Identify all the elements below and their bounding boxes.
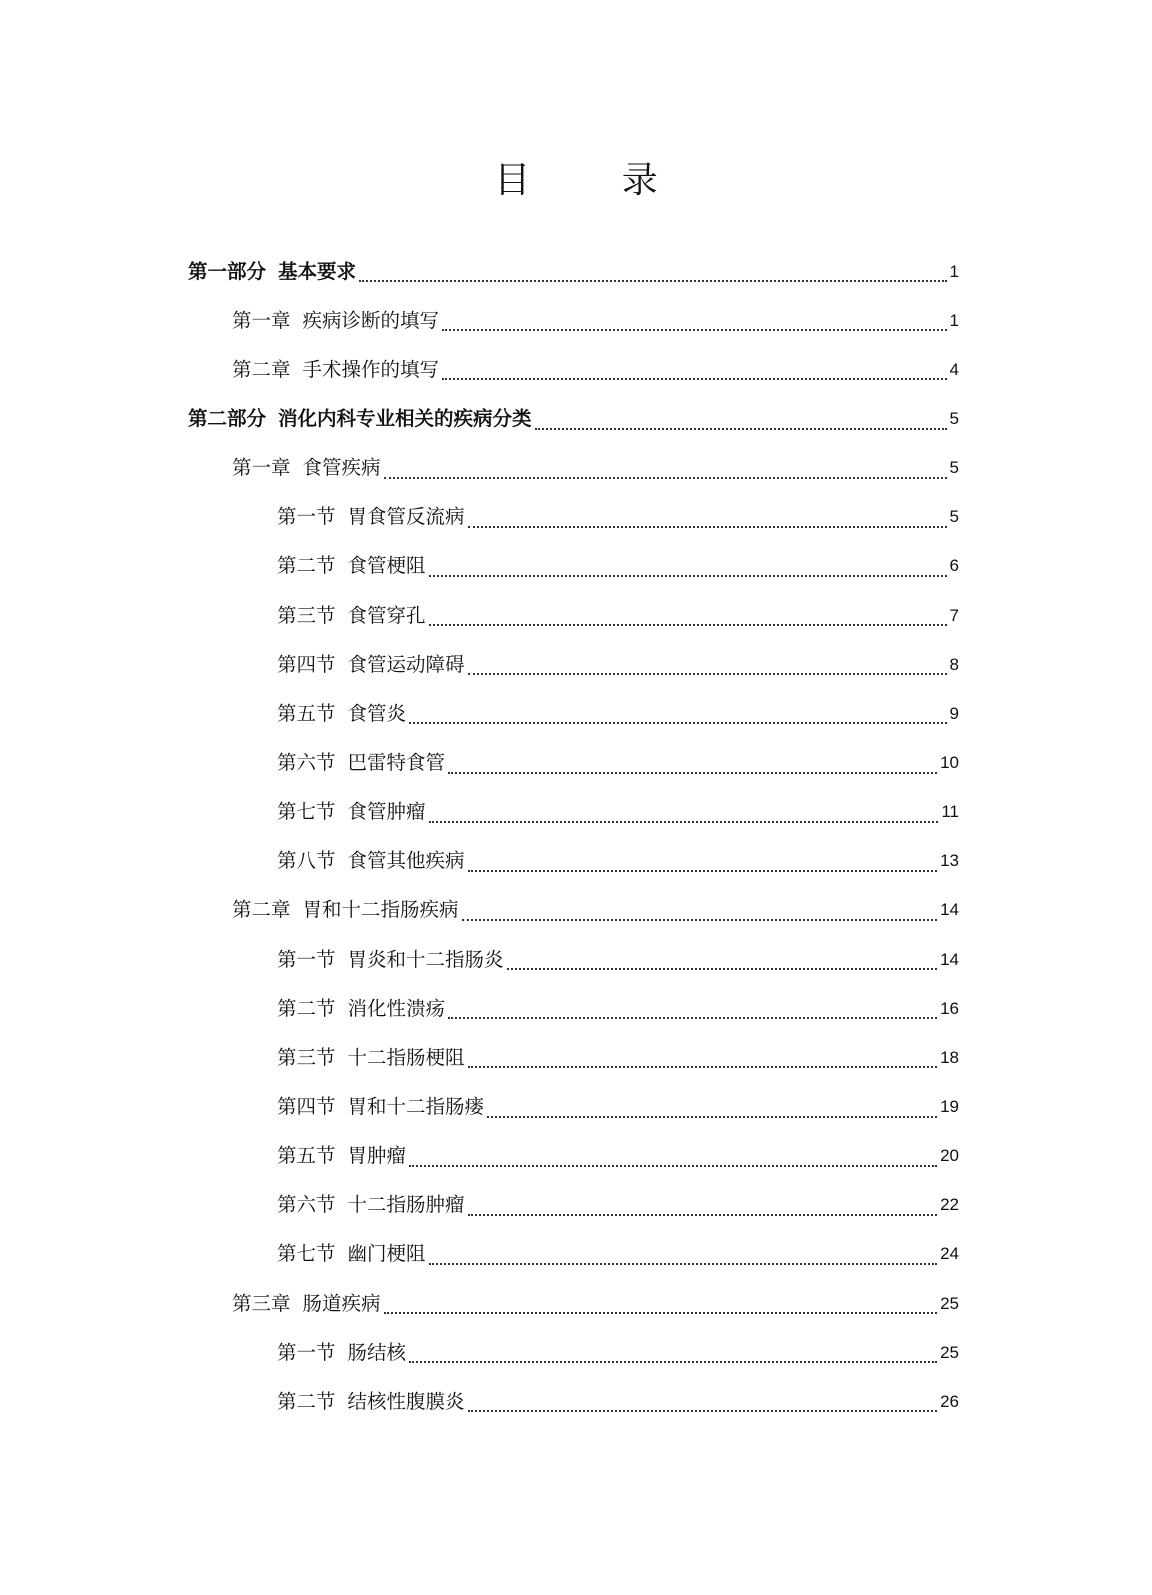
toc-entry-page-number: 5 [949, 507, 959, 527]
toc-entry-page-number: 18 [940, 1047, 959, 1067]
toc-entry-label [277, 701, 406, 727]
toc-entry-number: 第五节 [277, 701, 336, 725]
toc-entry-number: 第一节 [277, 505, 336, 529]
toc-entry-title: 食管疾病 [302, 456, 381, 480]
toc-entry-number: 第一章 [232, 308, 291, 332]
toc-entry[interactable] [0, 1082, 1152, 1131]
toc-entry-title: 食管运动障碍 [347, 652, 465, 676]
toc-entry-label [232, 308, 439, 334]
toc-entry-title: 基本要求 [278, 259, 357, 283]
toc-entry[interactable] [0, 984, 1152, 1033]
toc-entry-number: 第二节 [277, 554, 336, 578]
dot-leader [468, 870, 938, 872]
toc-entry[interactable] [0, 788, 1152, 837]
toc-entry-title: 结核性腹膜炎 [347, 1389, 465, 1413]
toc-entry-number: 第七节 [277, 800, 336, 824]
toc-entry-label [277, 799, 426, 825]
toc-entry[interactable] [0, 1230, 1152, 1279]
toc-entry-label [277, 1045, 465, 1071]
toc-entry-label [277, 1340, 406, 1366]
toc-entry-title: 食管炎 [347, 701, 407, 725]
dot-leader [359, 280, 947, 282]
toc-entry-title: 胃和十二指肠瘘 [347, 1094, 485, 1118]
toc-entry-number: 第二章 [232, 357, 291, 381]
toc-entry-page-number: 1 [949, 310, 959, 330]
toc-entry-page-number: 24 [940, 1244, 959, 1264]
dot-leader [442, 329, 947, 331]
toc-entry-label [277, 652, 465, 678]
dot-leader [442, 378, 947, 380]
toc-entry[interactable] [0, 394, 1152, 443]
toc-entry-label [232, 357, 439, 383]
dot-leader [384, 1312, 938, 1314]
toc-entry-number: 第六节 [277, 1193, 336, 1217]
dot-leader [535, 428, 947, 430]
toc-entry-number: 第三节 [277, 603, 336, 627]
dot-leader [448, 1017, 937, 1019]
toc-entry-label [277, 1192, 465, 1218]
dot-leader [409, 1361, 937, 1363]
toc-entry-page-number: 20 [940, 1146, 959, 1166]
table-of-contents [0, 247, 1152, 1426]
toc-entry[interactable] [0, 444, 1152, 493]
toc-entry-title: 手术操作的填写 [302, 357, 440, 381]
toc-entry-title: 胃肿瘤 [347, 1144, 407, 1168]
toc-entry-page-number: 5 [949, 408, 959, 428]
toc-entry-title: 食管其他疾病 [347, 849, 465, 873]
toc-entry-title: 消化内科专业相关的疾病分类 [278, 406, 532, 430]
dot-leader [487, 1116, 937, 1118]
toc-entry-page-number: 10 [940, 752, 959, 772]
toc-entry-label [188, 259, 356, 285]
toc-entry-page-number: 9 [949, 703, 959, 723]
toc-entry-number: 第一节 [277, 947, 336, 971]
toc-entry[interactable] [0, 1377, 1152, 1426]
toc-entry-title: 食管梗阻 [347, 554, 426, 578]
toc-entry-label [277, 553, 426, 579]
toc-entry-label [277, 1094, 484, 1120]
toc-entry[interactable] [0, 1328, 1152, 1377]
toc-entry-label [277, 504, 465, 530]
toc-entry-number: 第一部分 [188, 259, 267, 283]
dot-leader [468, 1410, 938, 1412]
dot-leader [468, 1214, 938, 1216]
toc-entry-number: 第三节 [277, 1045, 336, 1069]
toc-entry-label [232, 897, 459, 923]
toc-entry-number: 第一章 [232, 456, 291, 480]
toc-entry-number: 第六节 [277, 750, 336, 774]
dot-leader [429, 821, 939, 823]
toc-entry-title: 幽门梗阻 [347, 1242, 426, 1266]
toc-entry[interactable] [0, 1181, 1152, 1230]
toc-entry[interactable] [0, 345, 1152, 394]
dot-leader [462, 919, 938, 921]
toc-entry-title: 胃食管反流病 [347, 505, 465, 529]
toc-entry-number: 第五节 [277, 1144, 336, 1168]
dot-leader [429, 1263, 938, 1265]
toc-entry-number: 第四节 [277, 652, 336, 676]
toc-entry[interactable] [0, 296, 1152, 345]
toc-entry-title: 食管穿孔 [347, 603, 426, 627]
toc-entry[interactable] [0, 689, 1152, 738]
toc-entry-page-number: 25 [940, 1342, 959, 1362]
dot-leader [468, 526, 947, 528]
dot-leader [409, 722, 947, 724]
toc-entry-page-number: 7 [949, 605, 959, 625]
toc-entry-page-number: 19 [940, 1096, 959, 1116]
toc-entry-number: 第一节 [277, 1340, 336, 1364]
toc-entry-number: 第二部分 [188, 406, 267, 430]
toc-entry-page-number: 25 [940, 1293, 959, 1313]
toc-entry-label [277, 947, 504, 973]
toc-entry[interactable] [0, 493, 1152, 542]
toc-entry[interactable] [0, 1132, 1152, 1181]
toc-entry[interactable] [0, 591, 1152, 640]
toc-entry-title: 食管肿瘤 [347, 800, 426, 824]
toc-entry-number: 第二章 [232, 898, 291, 922]
dot-leader [384, 477, 947, 479]
toc-entry-label [277, 848, 465, 874]
toc-entry[interactable] [0, 542, 1152, 591]
toc-entry-label [277, 1143, 406, 1169]
toc-entry-page-number: 5 [949, 458, 959, 478]
toc-entry-label [277, 1241, 426, 1267]
dot-leader [507, 968, 938, 970]
toc-entry-number: 第二节 [277, 996, 336, 1020]
toc-entry-number: 第八节 [277, 849, 336, 873]
toc-entry-title: 肠结核 [347, 1340, 407, 1364]
toc-entry-page-number: 4 [949, 359, 959, 379]
toc-entry[interactable] [0, 837, 1152, 886]
toc-entry-title: 疾病诊断的填写 [302, 308, 440, 332]
dot-leader [448, 772, 937, 774]
toc-entry[interactable] [0, 640, 1152, 689]
toc-entry[interactable] [0, 247, 1152, 296]
toc-entry-page-number: 22 [940, 1195, 959, 1215]
toc-entry-label [277, 603, 426, 629]
toc-entry-number: 第三章 [232, 1291, 291, 1315]
toc-entry-label [277, 750, 445, 776]
toc-entry[interactable] [0, 886, 1152, 935]
toc-entry-page-number: 1 [949, 261, 959, 281]
toc-entry-label [232, 1291, 381, 1317]
toc-entry-label [232, 455, 381, 481]
dot-leader [468, 673, 947, 675]
toc-entry-label [188, 406, 532, 432]
toc-entry-title: 胃炎和十二指肠炎 [347, 947, 504, 971]
page-title: 目 录 [494, 160, 698, 201]
toc-entry-page-number: 13 [940, 851, 959, 871]
toc-entry-page-number: 6 [949, 556, 959, 576]
toc-entry[interactable] [0, 738, 1152, 787]
toc-entry-title: 肠道疾病 [302, 1291, 381, 1315]
toc-entry-title: 巴雷特食管 [347, 750, 446, 774]
toc-entry[interactable] [0, 1033, 1152, 1082]
dot-leader [429, 575, 947, 577]
toc-entry-page-number: 14 [940, 900, 959, 920]
toc-entry[interactable] [0, 1279, 1152, 1328]
dot-leader [468, 1066, 938, 1068]
dot-leader [409, 1165, 937, 1167]
toc-entry-number: 第二节 [277, 1389, 336, 1413]
toc-entry-label [277, 1389, 465, 1415]
toc-entry-title: 胃和十二指肠疾病 [302, 898, 459, 922]
toc-entry-title: 消化性溃疡 [347, 996, 446, 1020]
toc-entry-title: 十二指肠梗阻 [347, 1045, 465, 1069]
toc-entry-page-number: 14 [940, 949, 959, 969]
toc-entry-page-number: 11 [941, 802, 959, 822]
toc-entry-page-number: 8 [949, 654, 959, 674]
toc-entry-title: 十二指肠肿瘤 [347, 1193, 465, 1217]
toc-entry-number: 第四节 [277, 1094, 336, 1118]
toc-entry-page-number: 16 [940, 998, 959, 1018]
toc-entry[interactable] [0, 935, 1152, 984]
dot-leader [429, 624, 947, 626]
toc-entry-page-number: 26 [940, 1391, 959, 1411]
toc-entry-number: 第七节 [277, 1242, 336, 1266]
toc-entry-label [277, 996, 445, 1022]
